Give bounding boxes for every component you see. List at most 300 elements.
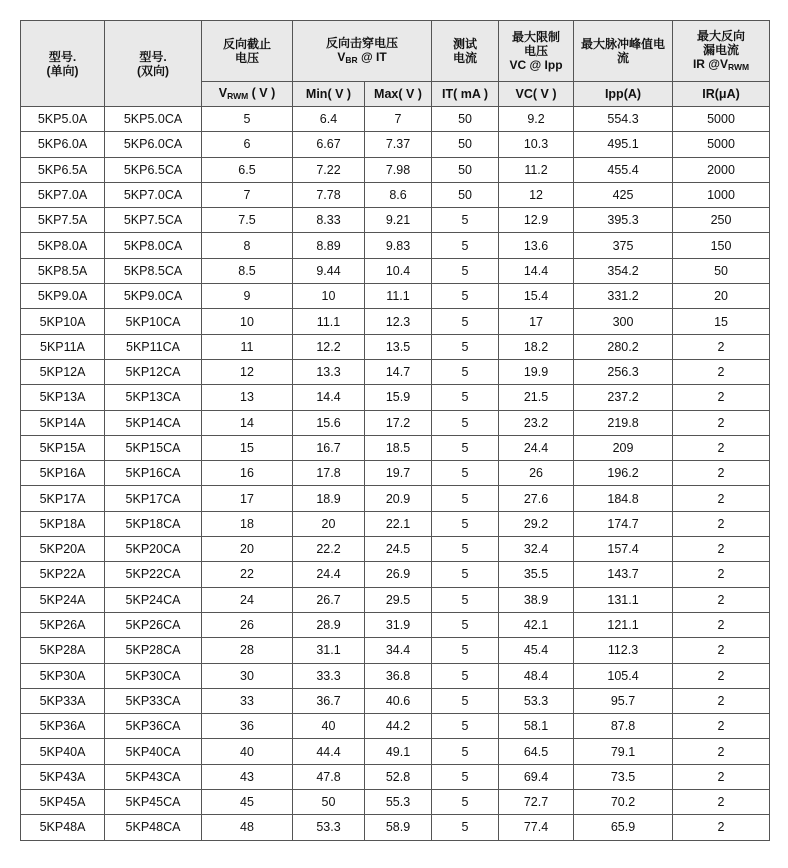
cell-vbr-min: 11.1: [293, 309, 365, 334]
cell-model-bidirectional: 5KP43CA: [105, 764, 202, 789]
cell-vc: 29.2: [499, 511, 574, 536]
cell-vbr-max: 9.21: [365, 208, 432, 233]
cell-ipp: 280.2: [574, 334, 673, 359]
cell-vbr-max: 55.3: [365, 790, 432, 815]
table-row: [21, 562, 770, 587]
table-row: [21, 182, 770, 207]
col-clamping-voltage: 最大限制 电压 VC @ Ipp: [499, 21, 574, 82]
cell-vbr-max: 58.9: [365, 815, 432, 840]
cell-ipp: 131.1: [574, 587, 673, 612]
cell-model-bidirectional: 5KP22CA: [105, 562, 202, 587]
table-row: [21, 486, 770, 511]
cell-vbr-min: 8.89: [293, 233, 365, 258]
cell-it: 50: [432, 132, 499, 157]
table-row: [21, 208, 770, 233]
table-row: [21, 132, 770, 157]
cell-vbr-min: 17.8: [293, 461, 365, 486]
cell-vrwm: 24: [202, 587, 293, 612]
cell-vrwm: 13: [202, 385, 293, 410]
cell-model-unidirectional: 5KP6.0A: [21, 132, 105, 157]
cell-vbr-min: 53.3: [293, 815, 365, 840]
cell-vrwm: 30: [202, 663, 293, 688]
cell-vc: 11.2: [499, 157, 574, 182]
cell-ipp: 73.5: [574, 764, 673, 789]
cell-vbr-min: 9.44: [293, 258, 365, 283]
cell-ir: 1000: [673, 182, 770, 207]
cell-ipp: 395.3: [574, 208, 673, 233]
cell-it: 50: [432, 107, 499, 132]
cell-it: 5: [432, 359, 499, 384]
cell-vc: 38.9: [499, 587, 574, 612]
cell-vbr-min: 28.9: [293, 612, 365, 637]
cell-vc: 69.4: [499, 764, 574, 789]
cell-vbr-max: 11.1: [365, 284, 432, 309]
cell-it: 5: [432, 486, 499, 511]
cell-ipp: 121.1: [574, 612, 673, 637]
cell-vbr-max: 7: [365, 107, 432, 132]
cell-vc: 18.2: [499, 334, 574, 359]
cell-vbr-max: 10.4: [365, 258, 432, 283]
cell-vrwm: 8: [202, 233, 293, 258]
cell-vbr-max: 34.4: [365, 638, 432, 663]
cell-vrwm: 6.5: [202, 157, 293, 182]
cell-model-bidirectional: 5KP33CA: [105, 688, 202, 713]
tvs-spec-table: [20, 20, 770, 841]
cell-model-bidirectional: 5KP11CA: [105, 334, 202, 359]
cell-ipp: 174.7: [574, 511, 673, 536]
cell-model-bidirectional: 5KP48CA: [105, 815, 202, 840]
cell-model-unidirectional: 5KP33A: [21, 688, 105, 713]
cell-vc: 9.2: [499, 107, 574, 132]
unit-vbr-min: Min( V ): [293, 82, 365, 107]
cell-it: 5: [432, 284, 499, 309]
cell-ir: 2: [673, 562, 770, 587]
cell-ir: 2: [673, 511, 770, 536]
cell-vbr-min: 13.3: [293, 359, 365, 384]
table-header: [21, 21, 770, 107]
table-row: [21, 157, 770, 182]
cell-it: 5: [432, 663, 499, 688]
cell-model-bidirectional: 5KP6.0CA: [105, 132, 202, 157]
table-row: [21, 764, 770, 789]
cell-vc: 15.4: [499, 284, 574, 309]
cell-ipp: 70.2: [574, 790, 673, 815]
cell-model-bidirectional: 5KP13CA: [105, 385, 202, 410]
cell-ipp: 300: [574, 309, 673, 334]
cell-model-bidirectional: 5KP36CA: [105, 714, 202, 739]
cell-vbr-min: 6.67: [293, 132, 365, 157]
cell-it: 50: [432, 182, 499, 207]
cell-vbr-max: 31.9: [365, 612, 432, 637]
cell-model-unidirectional: 5KP20A: [21, 537, 105, 562]
header-row-main: [21, 21, 770, 82]
table-row: [21, 739, 770, 764]
cell-model-unidirectional: 5KP36A: [21, 714, 105, 739]
cell-vrwm: 7: [202, 182, 293, 207]
cell-ir: 150: [673, 233, 770, 258]
table-row: [21, 258, 770, 283]
table-body: [21, 107, 770, 841]
cell-vbr-max: 52.8: [365, 764, 432, 789]
cell-model-unidirectional: 5KP16A: [21, 461, 105, 486]
cell-it: 5: [432, 435, 499, 460]
cell-ipp: 105.4: [574, 663, 673, 688]
cell-model-unidirectional: 5KP7.0A: [21, 182, 105, 207]
cell-vbr-max: 7.37: [365, 132, 432, 157]
cell-ir: 2: [673, 537, 770, 562]
cell-vrwm: 43: [202, 764, 293, 789]
cell-model-unidirectional: 5KP30A: [21, 663, 105, 688]
cell-model-bidirectional: 5KP17CA: [105, 486, 202, 511]
cell-ipp: 219.8: [574, 410, 673, 435]
cell-it: 5: [432, 309, 499, 334]
table-row: [21, 511, 770, 536]
cell-ir: 2: [673, 486, 770, 511]
cell-ipp: 157.4: [574, 537, 673, 562]
cell-model-unidirectional: 5KP5.0A: [21, 107, 105, 132]
cell-ipp: 256.3: [574, 359, 673, 384]
table-row: [21, 385, 770, 410]
cell-it: 5: [432, 461, 499, 486]
col-breakdown-voltage: 反向击穿电压 $V_{BR}$ @ IT: [293, 21, 432, 82]
cell-ipp: 196.2: [574, 461, 673, 486]
cell-vbr-min: 20: [293, 511, 365, 536]
cell-vbr-max: 24.5: [365, 537, 432, 562]
cell-vbr-min: 10: [293, 284, 365, 309]
cell-it: 50: [432, 157, 499, 182]
cell-vrwm: 18: [202, 511, 293, 536]
cell-vbr-min: 26.7: [293, 587, 365, 612]
cell-vc: 12.9: [499, 208, 574, 233]
cell-vbr-min: 31.1: [293, 638, 365, 663]
cell-model-bidirectional: 5KP18CA: [105, 511, 202, 536]
cell-vc: 72.7: [499, 790, 574, 815]
table-row: [21, 815, 770, 840]
cell-vc: 32.4: [499, 537, 574, 562]
cell-vc: 13.6: [499, 233, 574, 258]
cell-model-bidirectional: 5KP14CA: [105, 410, 202, 435]
cell-ipp: 331.2: [574, 284, 673, 309]
cell-model-bidirectional: 5KP8.5CA: [105, 258, 202, 283]
cell-ir: 15: [673, 309, 770, 334]
cell-vbr-max: 29.5: [365, 587, 432, 612]
table-row: [21, 612, 770, 637]
col-model-unidirectional: 型号. (单向): [21, 21, 105, 107]
cell-model-unidirectional: 5KP7.5A: [21, 208, 105, 233]
cell-vrwm: 8.5: [202, 258, 293, 283]
cell-it: 5: [432, 537, 499, 562]
cell-vrwm: 48: [202, 815, 293, 840]
cell-vrwm: 9: [202, 284, 293, 309]
unit-vrwm: $V_{RWM}$ ( V ): [202, 82, 293, 107]
table-row: [21, 714, 770, 739]
table-row: [21, 537, 770, 562]
cell-ipp: 554.3: [574, 107, 673, 132]
cell-ipp: 79.1: [574, 739, 673, 764]
cell-it: 5: [432, 511, 499, 536]
cell-vrwm: 26: [202, 612, 293, 637]
cell-model-unidirectional: 5KP8.5A: [21, 258, 105, 283]
cell-vc: 58.1: [499, 714, 574, 739]
cell-vbr-max: 13.5: [365, 334, 432, 359]
table-row: [21, 309, 770, 334]
cell-model-unidirectional: 5KP24A: [21, 587, 105, 612]
cell-it: 5: [432, 638, 499, 663]
cell-model-unidirectional: 5KP40A: [21, 739, 105, 764]
cell-vc: 48.4: [499, 663, 574, 688]
cell-it: 5: [432, 258, 499, 283]
cell-vbr-max: 44.2: [365, 714, 432, 739]
cell-vrwm: 28: [202, 638, 293, 663]
cell-vc: 53.3: [499, 688, 574, 713]
cell-ipp: 143.7: [574, 562, 673, 587]
cell-ir: 5000: [673, 107, 770, 132]
cell-vbr-max: 18.5: [365, 435, 432, 460]
unit-vbr-max: Max( V ): [365, 82, 432, 107]
cell-model-unidirectional: 5KP26A: [21, 612, 105, 637]
cell-vbr-min: 40: [293, 714, 365, 739]
cell-vbr-min: 15.6: [293, 410, 365, 435]
cell-model-bidirectional: 5KP15CA: [105, 435, 202, 460]
cell-ir: 2: [673, 739, 770, 764]
cell-vbr-max: 14.7: [365, 359, 432, 384]
cell-model-bidirectional: 5KP5.0CA: [105, 107, 202, 132]
cell-vrwm: 40: [202, 739, 293, 764]
cell-model-unidirectional: 5KP14A: [21, 410, 105, 435]
cell-vrwm: 15: [202, 435, 293, 460]
cell-model-bidirectional: 5KP9.0CA: [105, 284, 202, 309]
cell-vc: 35.5: [499, 562, 574, 587]
cell-vrwm: 10: [202, 309, 293, 334]
table-row: [21, 461, 770, 486]
cell-ir: 2: [673, 587, 770, 612]
cell-ipp: 425: [574, 182, 673, 207]
cell-vc: 45.4: [499, 638, 574, 663]
cell-ipp: 184.8: [574, 486, 673, 511]
cell-model-unidirectional: 5KP11A: [21, 334, 105, 359]
cell-vbr-max: 8.6: [365, 182, 432, 207]
cell-it: 5: [432, 587, 499, 612]
cell-model-bidirectional: 5KP16CA: [105, 461, 202, 486]
cell-vc: 17: [499, 309, 574, 334]
cell-ir: 2: [673, 638, 770, 663]
cell-ir: 2: [673, 790, 770, 815]
cell-ir: 2000: [673, 157, 770, 182]
cell-vc: 64.5: [499, 739, 574, 764]
cell-it: 5: [432, 764, 499, 789]
cell-model-unidirectional: 5KP48A: [21, 815, 105, 840]
cell-vbr-min: 44.4: [293, 739, 365, 764]
cell-vc: 42.1: [499, 612, 574, 637]
cell-ir: 2: [673, 815, 770, 840]
cell-vbr-min: 16.7: [293, 435, 365, 460]
table-row: [21, 334, 770, 359]
spec-table-container: [20, 20, 770, 841]
cell-model-bidirectional: 5KP40CA: [105, 739, 202, 764]
cell-vbr-max: 49.1: [365, 739, 432, 764]
cell-vbr-max: 36.8: [365, 663, 432, 688]
col-test-current: 测试 电流: [432, 21, 499, 82]
cell-model-unidirectional: 5KP9.0A: [21, 284, 105, 309]
col-reverse-leakage: 最大反向 漏电流 IR $@V_{RWM}$: [673, 21, 770, 82]
cell-model-bidirectional: 5KP24CA: [105, 587, 202, 612]
cell-vrwm: 5: [202, 107, 293, 132]
cell-vrwm: 14: [202, 410, 293, 435]
cell-it: 5: [432, 714, 499, 739]
cell-vbr-min: 18.9: [293, 486, 365, 511]
cell-vrwm: 7.5: [202, 208, 293, 233]
cell-vc: 24.4: [499, 435, 574, 460]
table-row: [21, 688, 770, 713]
cell-vrwm: 20: [202, 537, 293, 562]
cell-ir: 2: [673, 334, 770, 359]
cell-ipp: 87.8: [574, 714, 673, 739]
cell-ir: 2: [673, 410, 770, 435]
cell-model-unidirectional: 5KP45A: [21, 790, 105, 815]
cell-vbr-min: 24.4: [293, 562, 365, 587]
cell-vc: 21.5: [499, 385, 574, 410]
cell-ipp: 375: [574, 233, 673, 258]
cell-ir: 2: [673, 385, 770, 410]
cell-vrwm: 12: [202, 359, 293, 384]
unit-vc: VC( V ): [499, 82, 574, 107]
cell-vc: 12: [499, 182, 574, 207]
cell-ir: 2: [673, 435, 770, 460]
cell-vc: 23.2: [499, 410, 574, 435]
cell-vbr-min: 8.33: [293, 208, 365, 233]
cell-ir: 20: [673, 284, 770, 309]
cell-it: 5: [432, 815, 499, 840]
cell-ir: 2: [673, 764, 770, 789]
cell-vrwm: 6: [202, 132, 293, 157]
cell-vrwm: 17: [202, 486, 293, 511]
cell-ir: 5000: [673, 132, 770, 157]
table-row: [21, 410, 770, 435]
cell-vbr-max: 9.83: [365, 233, 432, 258]
cell-model-bidirectional: 5KP7.0CA: [105, 182, 202, 207]
cell-vc: 19.9: [499, 359, 574, 384]
cell-vc: 26: [499, 461, 574, 486]
table-row: [21, 638, 770, 663]
cell-model-unidirectional: 5KP8.0A: [21, 233, 105, 258]
cell-model-bidirectional: 5KP45CA: [105, 790, 202, 815]
cell-vrwm: 22: [202, 562, 293, 587]
cell-vbr-max: 15.9: [365, 385, 432, 410]
cell-vbr-max: 26.9: [365, 562, 432, 587]
cell-it: 5: [432, 612, 499, 637]
table-row: [21, 790, 770, 815]
col-peak-pulse-current: 最大脉冲峰值电 流: [574, 21, 673, 82]
cell-vbr-max: 40.6: [365, 688, 432, 713]
cell-vbr-min: 14.4: [293, 385, 365, 410]
col-model-bidirectional: 型号. (双向): [105, 21, 202, 107]
cell-vbr-max: 17.2: [365, 410, 432, 435]
cell-model-bidirectional: 5KP12CA: [105, 359, 202, 384]
cell-it: 5: [432, 688, 499, 713]
cell-ipp: 237.2: [574, 385, 673, 410]
cell-ir: 2: [673, 461, 770, 486]
cell-vrwm: 11: [202, 334, 293, 359]
cell-ir: 2: [673, 714, 770, 739]
cell-model-unidirectional: 5KP13A: [21, 385, 105, 410]
cell-vrwm: 33: [202, 688, 293, 713]
table-row: [21, 587, 770, 612]
cell-model-unidirectional: 5KP6.5A: [21, 157, 105, 182]
cell-vbr-min: 36.7: [293, 688, 365, 713]
cell-model-unidirectional: 5KP18A: [21, 511, 105, 536]
cell-vrwm: 45: [202, 790, 293, 815]
cell-vbr-min: 7.78: [293, 182, 365, 207]
cell-vbr-min: 6.4: [293, 107, 365, 132]
cell-ipp: 209: [574, 435, 673, 460]
table-row: [21, 233, 770, 258]
cell-ipp: 354.2: [574, 258, 673, 283]
cell-vrwm: 16: [202, 461, 293, 486]
cell-model-bidirectional: 5KP28CA: [105, 638, 202, 663]
cell-model-unidirectional: 5KP12A: [21, 359, 105, 384]
cell-vbr-max: 20.9: [365, 486, 432, 511]
cell-it: 5: [432, 410, 499, 435]
cell-vbr-min: 12.2: [293, 334, 365, 359]
cell-vc: 10.3: [499, 132, 574, 157]
table-row: [21, 284, 770, 309]
cell-it: 5: [432, 334, 499, 359]
cell-model-bidirectional: 5KP6.5CA: [105, 157, 202, 182]
cell-it: 5: [432, 385, 499, 410]
table-row: [21, 435, 770, 460]
cell-ipp: 65.9: [574, 815, 673, 840]
cell-model-bidirectional: 5KP26CA: [105, 612, 202, 637]
cell-model-bidirectional: 5KP30CA: [105, 663, 202, 688]
cell-vbr-max: 7.98: [365, 157, 432, 182]
cell-vbr-min: 22.2: [293, 537, 365, 562]
col-reverse-standoff-voltage: 反向截止 电压: [202, 21, 293, 82]
cell-vbr-min: 47.8: [293, 764, 365, 789]
unit-ir: IR(μA): [673, 82, 770, 107]
cell-ipp: 495.1: [574, 132, 673, 157]
cell-model-bidirectional: 5KP8.0CA: [105, 233, 202, 258]
unit-it: IT( mA ): [432, 82, 499, 107]
cell-ipp: 95.7: [574, 688, 673, 713]
cell-vc: 14.4: [499, 258, 574, 283]
cell-model-unidirectional: 5KP43A: [21, 764, 105, 789]
cell-model-bidirectional: 5KP7.5CA: [105, 208, 202, 233]
table-row: [21, 107, 770, 132]
cell-model-bidirectional: 5KP20CA: [105, 537, 202, 562]
cell-vbr-max: 19.7: [365, 461, 432, 486]
cell-vc: 27.6: [499, 486, 574, 511]
cell-it: 5: [432, 208, 499, 233]
cell-model-unidirectional: 5KP15A: [21, 435, 105, 460]
cell-model-unidirectional: 5KP22A: [21, 562, 105, 587]
cell-it: 5: [432, 790, 499, 815]
cell-ipp: 455.4: [574, 157, 673, 182]
unit-ipp: Ipp(A): [574, 82, 673, 107]
cell-ir: 2: [673, 612, 770, 637]
cell-vbr-max: 22.1: [365, 511, 432, 536]
cell-model-bidirectional: 5KP10CA: [105, 309, 202, 334]
cell-vbr-max: 12.3: [365, 309, 432, 334]
cell-ir: 2: [673, 663, 770, 688]
cell-vbr-min: 33.3: [293, 663, 365, 688]
cell-it: 5: [432, 562, 499, 587]
cell-model-unidirectional: 5KP10A: [21, 309, 105, 334]
cell-ir: 2: [673, 688, 770, 713]
cell-vbr-min: 50: [293, 790, 365, 815]
cell-model-unidirectional: 5KP28A: [21, 638, 105, 663]
cell-it: 5: [432, 233, 499, 258]
cell-ir: 2: [673, 359, 770, 384]
